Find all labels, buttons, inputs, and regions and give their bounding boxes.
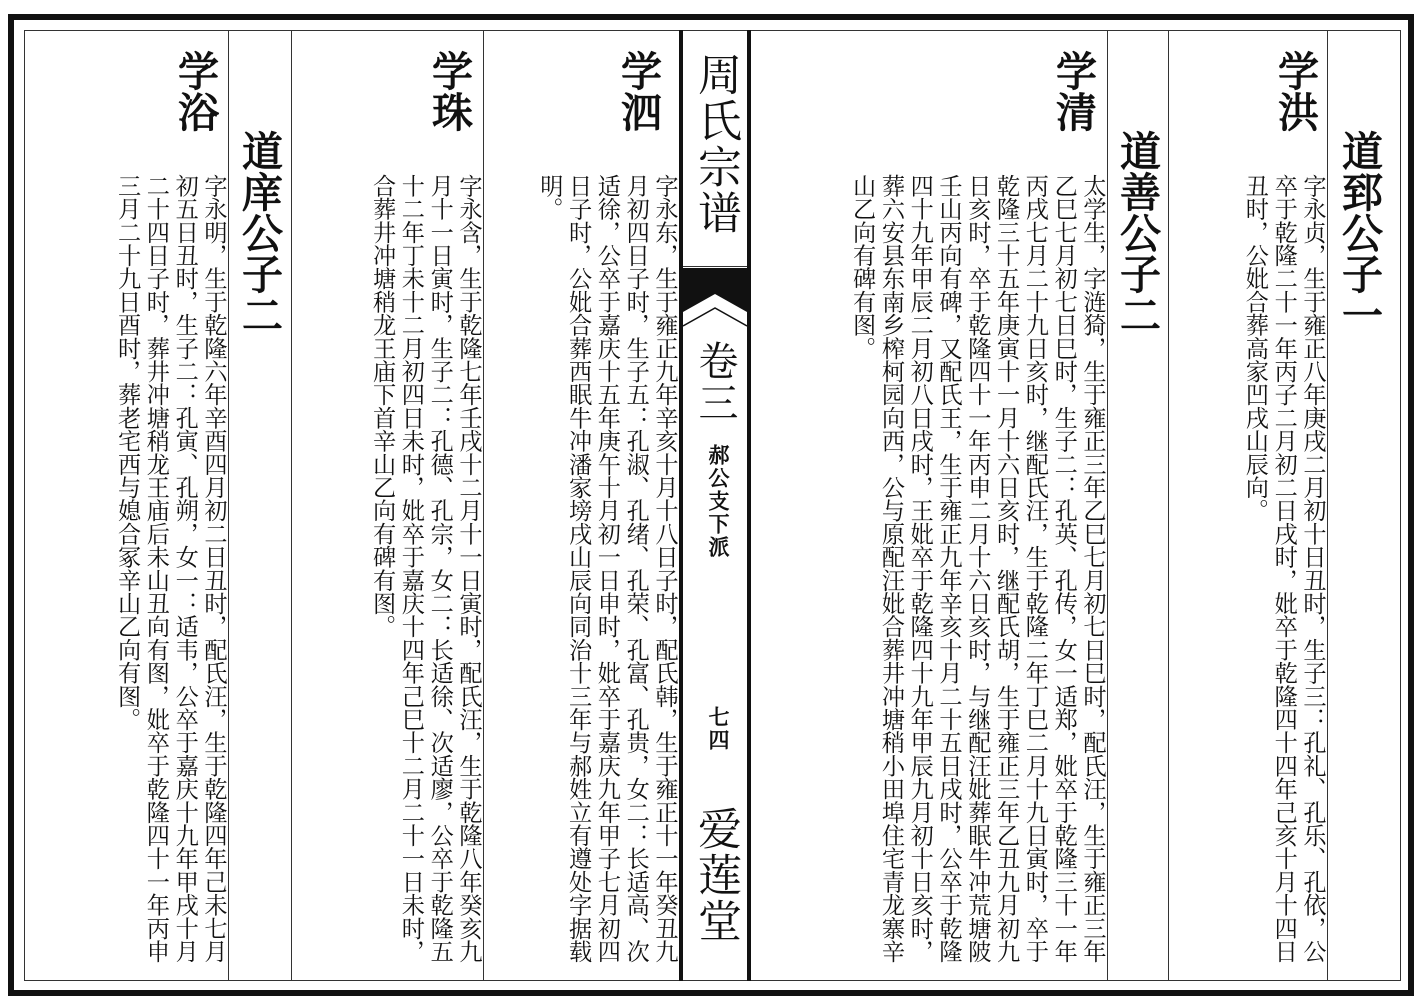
- divider: [291, 30, 292, 981]
- page-number: 七四: [706, 706, 731, 752]
- book-title: 周氏宗谱: [690, 52, 741, 236]
- hall-name: 爱莲堂: [690, 806, 741, 944]
- divider: [1107, 30, 1108, 981]
- entry-text: 字永明，生于乾隆六年辛酉四月初二日丑时，配氏汪，生于乾隆四年己未七月初五日丑时，生子二：孔寅、孔朔，女一：适韦，公卒于嘉庆十九年甲戌十月二十四日子时，葬井冲塘稍龙王庙后未山丑向有图，妣卒于乾隆四十一年丙申三月二十九日酉时，葬老宅西与媳合冢辛山乙向有图。: [113, 174, 227, 963]
- heading-daoxiang-son: 道庠公子二: [235, 130, 283, 335]
- spine-border-left: [679, 30, 683, 981]
- entry-text: 字永东，生于雍正九年辛亥十月十八日子时，配氏韩，生于雍正十一年癸丑九月初四日子时，生子五：孔淑、孔绪、孔荣、孔富、孔贵，女二：长适高、次适徐，公卒于嘉庆十五年庚午十月初一日申时，妣卒于嘉庆九年甲子七月初四日子时，公妣合葬西眠牛冲潘家塝戌山辰向同治十三年与郝姓立有遵处字据载明。: [535, 174, 678, 963]
- entry-name: 学清: [1049, 50, 1097, 132]
- divider: [483, 30, 484, 981]
- fishtail-mark-icon: [683, 268, 747, 338]
- spine-border-right: [747, 30, 751, 981]
- entry-text: 字永含，生于乾隆七年壬戌十二月十一日寅时，配氏汪，生于乾隆八年癸亥九月十一日寅时，生子二：孔德、孔宗，女二：长适徐、次适廖，公卒于乾隆五十二年丁未十二月初四日未时，妣卒于嘉庆十四年己巳十二月二十一日未时，合葬井冲塘稍龙王庙下首辛山乙向有碑有图。: [368, 174, 482, 963]
- entry-text: 太学生，字涟猗，生于雍正三年乙巳七月初七日巳时，配氏汪，生于雍正三年乙巳七月初七日巳时，生子二：孔英、孔传，女一适郑，妣卒于乾隆三十一年丙戌七月二十九日亥时，继配氏汪，生于乾隆二年丁巳二月十九日寅时，卒于乾隆三十五年庚寅十一月十六日亥时，继配氏胡，生于雍正三年乙丑九月初九日亥时，卒于乾隆四十一年丙申二月十六日亥时，与继配汪妣葬眠牛冲荒塘陂壬山丙向有碑，又配氏王，生于雍正九年辛亥十月二十五日戌时，公卒于乾隆四十九年甲辰二月初八日戌时，王妣卒于乾隆四十九年甲辰九月初十日亥时，葬六安县东南乡榨柯园向西，公与原配汪妣合葬井冲塘稍小田埠住宅青龙寨辛山乙向有碑有图。: [848, 174, 1106, 963]
- entry-text: 字永贞，生于雍正八年庚戌二月初十日丑时，生子三：孔礼、孔乐、孔依，公卒于乾隆二十一年丙子二月初二日戌时，妣卒于乾隆四十四年己亥十月十四日丑时，公妣合葬高家凹戌山辰向。: [1241, 174, 1326, 963]
- divider: [1327, 30, 1328, 981]
- entry-name: 学泗: [614, 50, 662, 132]
- entry-name: 学浴: [171, 50, 219, 132]
- entry-name: 学洪: [1271, 50, 1319, 132]
- volume-label: 卷三: [692, 340, 738, 424]
- divider: [228, 30, 229, 981]
- heading-daozhi-son: 道郅公子一: [1335, 130, 1383, 335]
- entry-name: 学珠: [425, 50, 473, 132]
- heading-daoshan-son: 道善公子二: [1113, 130, 1161, 335]
- divider: [1168, 30, 1169, 981]
- branch-label: 郝公支下派: [706, 444, 731, 559]
- spine-rule: [683, 266, 747, 267]
